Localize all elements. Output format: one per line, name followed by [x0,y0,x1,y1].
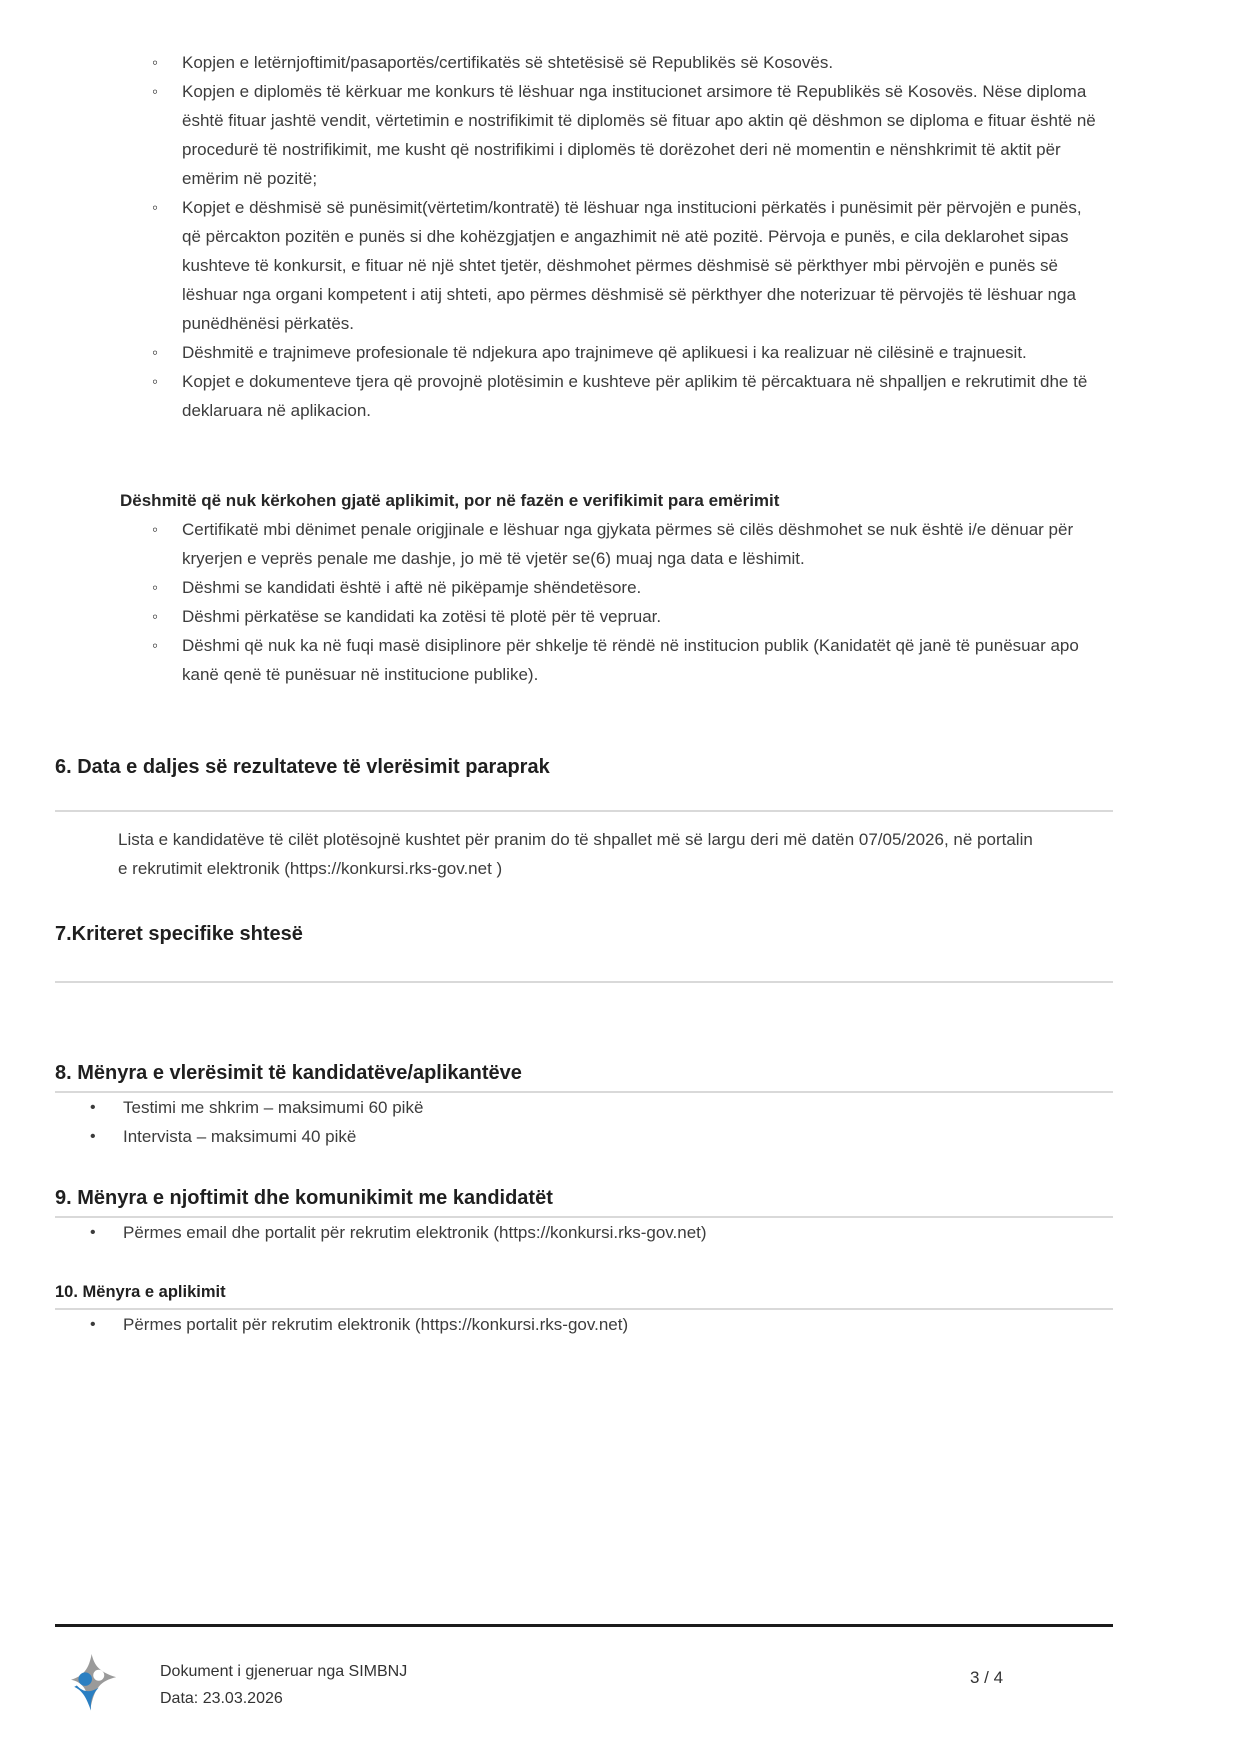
section-9-title: 9. Mënyra e njoftimit dhe komunikimit me kandidatët [55,1187,553,1209]
simbnj-logo-icon [62,1644,120,1720]
section-6-paragraph: Lista e kandidatëve të cilët plotësojnë kushtet për pranim do të shpallet më së largu deri më datën 07/05/2026, në portalin e rekrutimit elektronik (https://konkursi.rks-gov.net ) [118,830,1033,878]
list-item: ◦ Dëshmi se kandidati është i aftë në pikëpamje shëndetësore. [182,573,1105,602]
notification-list [55,1218,1241,1247]
application-list [55,1310,1241,1339]
list-item: ◦ Dëshmitë e trajnimeve profesionale të ndjekura apo trajnimeve që aplikuesi i ka realizuar në cilësinë e trajnuesit. [182,338,1105,367]
list-item: ◦ Kopjen e letërnjoftimit/pasaportës/certifikatës së shtetësisë së Republikës së Kosovës. [182,48,1105,77]
section-divider [55,981,1113,983]
footer-text [160,1658,407,1712]
verification-list [55,515,1241,689]
section-10-title: 10. Mënyra e aplikimit [55,1283,226,1301]
list-item: • Përmes email dhe portalit për rekrutim elektronik (https://konkursi.rks-gov.net) [123,1218,1083,1247]
footer-generated-by: Dokument i gjeneruar nga SIMBNJ [160,1663,408,1680]
documents-required-list [55,48,1241,425]
list-item: • Përmes portalit për rekrutim elektronik (https://konkursi.rks-gov.net) [123,1310,1083,1339]
section-7-title: 7.Kriteret specifike shtesë [55,923,303,945]
section-divider [55,810,1113,812]
list-item: ◦ Dëshmi që nuk ka në fuqi masë disiplinore për shkelje të rëndë në institucion publik (Kanidatët që janë të punësuar apo kanë qenë të punësuar në institucione publike). [182,631,1105,689]
list-item: ◦ Kopjet e dokumenteve tjera që provojnë plotësimin e kushteve për aplikim të përcaktuara në shpalljen e rekrutimit dhe të deklaruara në aplikacion. [182,367,1105,425]
list-item: • Intervista – maksimumi 40 pikë [123,1122,1083,1151]
verification-subheading: Dëshmitë që nuk kërkohen gjatë aplikimit, por në fazën e verifikimit para emërimit [120,491,780,510]
list-item: ◦ Dëshmi përkatëse se kandidati ka zotësi të plotë për të vepruar. [182,602,1105,631]
section-8-title: 8. Mënyra e vlerësimit të kandidatëve/aplikantëve [55,1062,522,1084]
footer-divider [55,1624,1113,1627]
footer-date: Data: 23.03.2026 [160,1690,283,1707]
page-number: 3 / 4 [970,1668,1004,1687]
evaluation-list [55,1093,1241,1151]
list-item: ◦ Kopjet e dëshmisë së punësimit(vërtetim/kontratë) të lëshuar nga institucioni përkatës i punësimit për përvojën e punës, që përcakton pozitën e punës si dhe kohëzgjatjen e angazhimit në atë pozitë. Përvoja e punës, e cila deklarohet sipas kushteve të konkursit, e fituar në një shtet tjetër, dëshmohet përmes dëshmisë së përkthyer mbi përvojën e punës së lëshuar nga organi kompetent i atij shteti, apo përmes dëshmisë së përkthyer dhe noterizuar të përvojës të lëshuar nga punëdhënësi përkatës. [182,193,1105,338]
list-item: • Testimi me shkrim – maksimumi 60 pikë [123,1093,1083,1122]
list-item: ◦ Kopjen e diplomës të kërkuar me konkurs të lëshuar nga institucionet arsimore të Republikës së Kosovës. Nëse diploma është fituar jashtë vendit, vërtetimin e nostrifikimit të diplomës së fituar apo aktin që dëshmon se diploma e fituar është në procedurë të nostrifikimit, me kusht që nostrifikimi i diplomës të dorëzohet deri në momentin e nënshkrimit të aktit për emërim në pozitë; [182,77,1105,193]
section-6-title: 6. Data e daljes së rezultateve të vlerësimit paraprak [55,756,550,778]
list-item: ◦ Certifikatë mbi dënimet penale origjinale e lëshuar nga gjykata përmes së cilës dëshmohet se nuk është i/e dënuar për kryerjen e veprës penale me dashje, jo më të vjetër se(6) muaj nga data e lëshimit. [182,515,1105,573]
